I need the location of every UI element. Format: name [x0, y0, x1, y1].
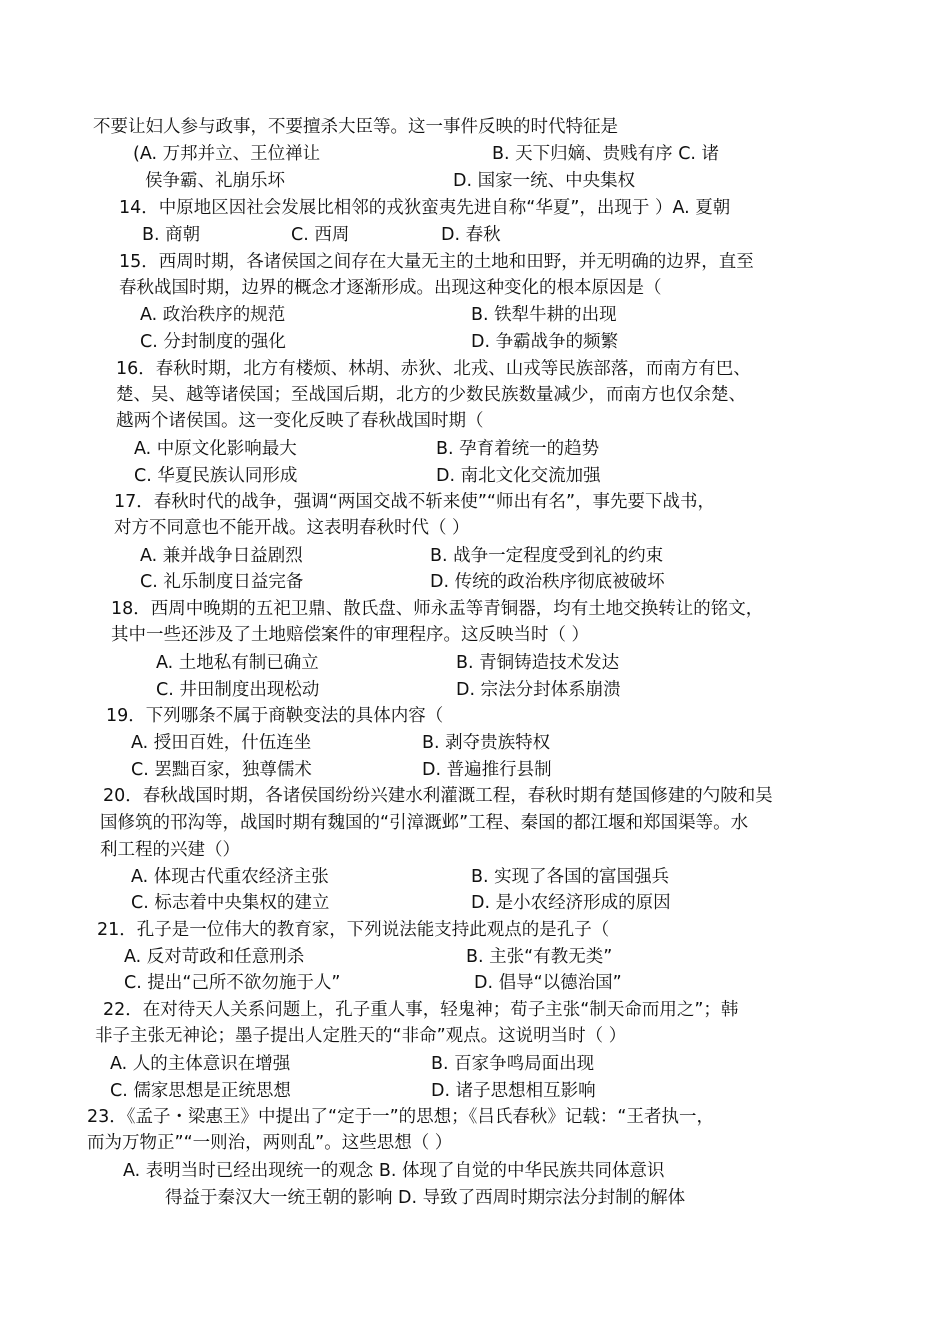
- question-17-cont: 对方不同意也不能开战。这表明春秋时代（ ）: [114, 518, 470, 538]
- option-c-d: 得益于秦汉大一统王朝的影响 D. 导致了西周时期宗法分封制的解体: [165, 1188, 686, 1208]
- question-16-cont: 越两个诸侯国。这一变化反映了春秋战国时期（: [116, 411, 484, 431]
- option-a: A. 授田百姓，什伍连坐: [131, 733, 312, 753]
- text-line: 不要让妇人参与政事，不要擅杀大臣等。这一事件反映的时代特征是: [93, 117, 618, 137]
- question-22: 22．在对待天人关系问题上，孔子重人事，轻鬼神；荀子主张“制天命而用之”；韩: [103, 1000, 739, 1020]
- option-d: D. 普遍推行县制: [422, 760, 552, 780]
- question-18: 18．西周中晚期的五祀卫鼎、散氏盘、师永盂等青铜器，均有土地交换转让的铭文，: [111, 599, 764, 619]
- option-d: D. 倡导“以德治国”: [474, 973, 622, 993]
- question-16: 16．春秋时期，北方有楼烦、林胡、赤狄、北戎、山戎等民族部落，而南方有巴、: [116, 359, 751, 379]
- option-c: C. 提出“己所不欲勿施于人”: [124, 973, 341, 993]
- question-15-cont: 春秋战国时期，边界的概念才逐渐形成。出现这种变化的根本原因是（: [119, 278, 662, 298]
- option-a-b: A. 表明当时已经出现统一的观念 B. 体现了自觉的中华民族共同体意识: [123, 1161, 665, 1181]
- question-17: 17．春秋时代的战争，强调“两国交战不斩来使”“师出有名”，事先要下战书，: [114, 492, 716, 512]
- option-b: B. 商朝: [142, 225, 201, 245]
- option-b: B. 孕育着统一的趋势: [436, 439, 600, 459]
- option-c: C. 标志着中央集权的建立: [131, 893, 330, 913]
- option-b: B. 百家争鸣局面出现: [431, 1054, 595, 1074]
- option-c: C. 儒家思想是正统思想: [110, 1081, 291, 1101]
- option-a: A. 人的主体意识在增强: [110, 1054, 291, 1074]
- option-d: D. 诸子思想相互影响: [431, 1081, 596, 1101]
- question-21: 21．孔子是一位伟大的教育家，下列说法能支持此观点的是孔子（: [97, 920, 610, 940]
- option-b: B. 战争一定程度受到礼的约束: [430, 546, 664, 566]
- option-b: B. 青铜铸造技术发达: [456, 653, 620, 673]
- question-14: 14．中原地区因社会发展比相邻的戎狄蛮夷先进自称“华夏”，出现于 ）A. 夏朝: [119, 198, 731, 218]
- question-20-cont: 国修筑的邗沟等，战国时期有魏国的“引漳溉邺”工程、秦国的都江堰和郑国渠等。水: [100, 813, 749, 833]
- option-d: D. 南北文化交流加强: [436, 466, 601, 486]
- question-23-cont: 而为万物正”“一则治，两则乱”。这些思想（ ）: [87, 1133, 453, 1153]
- option-b-c: B. 天下归嫡、贵贱有序 C. 诸: [492, 144, 720, 164]
- option-b: B. 主张“有教无类”: [466, 947, 613, 967]
- option-d: D. 宗法分封体系崩溃: [456, 680, 621, 700]
- option-c: C. 井田制度出现松动: [156, 680, 320, 700]
- option-a: A. 中原文化影响最大: [134, 439, 297, 459]
- option-a: A. 土地私有制已确立: [156, 653, 319, 673]
- option-a: A. 政治秩序的规范: [140, 305, 286, 325]
- question-20: 20．春秋战国时期，各诸侯国纷纷兴建水利灌溉工程，春秋时期有楚国修建的勺陂和吴: [103, 786, 773, 806]
- option-a: A. 兼并战争日益剧烈: [140, 546, 303, 566]
- option-b: B. 铁犁牛耕的出现: [471, 305, 617, 325]
- option-c: C. 西周: [291, 225, 350, 245]
- question-20-cont: 利工程的兴建（）: [100, 840, 240, 860]
- option-a: A. 体现古代重农经济主张: [131, 867, 329, 887]
- option-c: C. 华夏民族认同形成: [134, 466, 298, 486]
- question-19: 19．下列哪条不属于商鞅变法的具体内容（: [106, 706, 444, 726]
- option-c: C. 罢黜百家，独尊儒术: [131, 760, 312, 780]
- option-c-cont: 侯争霸、礼崩乐坏: [145, 171, 285, 191]
- question-18-cont: 其中一些还涉及了土地赔偿案件的审理程序。这反映当时（ ）: [111, 625, 590, 645]
- option-a: A. 反对苛政和任意刑杀: [124, 947, 305, 967]
- option-d: D. 传统的政治秩序彻底被破坏: [430, 572, 665, 592]
- option-a: (A. 万邦并立、王位禅让: [133, 144, 321, 164]
- question-23: 23．《孟子・梁惠王》中提出了“定于一”的思想；《吕氏春秋》记载：“王者执一，: [87, 1107, 714, 1127]
- option-d: D. 国家一统、中央集权: [453, 171, 636, 191]
- option-c: C. 礼乐制度日益完备: [140, 572, 304, 592]
- option-b: B. 剥夺贵族特权: [422, 733, 551, 753]
- option-b: B. 实现了各国的富国强兵: [471, 867, 670, 887]
- question-15: 15．西周时期，各诸侯国之间存在大量无主的土地和田野，并无明确的边界，直至: [119, 252, 754, 272]
- option-c: C. 分封制度的强化: [140, 332, 286, 352]
- question-16-cont: 楚、吴、越等诸侯国；至战国后期，北方的少数民族数量减少，而南方也仅余楚、: [116, 385, 746, 405]
- option-d: D. 争霸战争的频繁: [471, 332, 619, 352]
- option-d: D. 是小农经济形成的原因: [471, 893, 671, 913]
- question-22-cont: 非子主张无神论；墨子提出人定胜天的“非命”观点。这说明当时（ ）: [95, 1026, 627, 1046]
- option-d: D. 春秋: [441, 225, 501, 245]
